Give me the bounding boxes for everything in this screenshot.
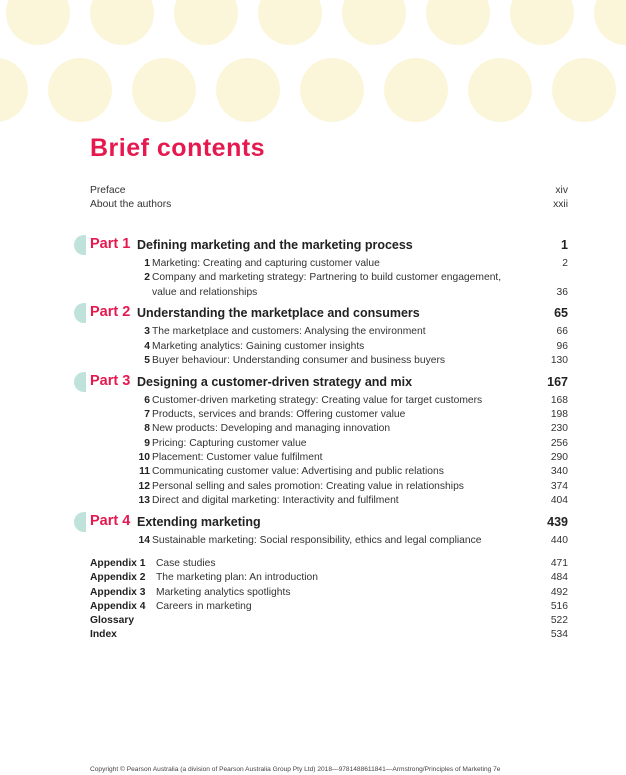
chapter-title: Personal selling and sales promotion: Creating value in relationships: [152, 481, 464, 492]
appendix-title: Marketing analytics spotlights: [156, 587, 291, 598]
chapter-title: Customer-driven marketing strategy: Creating value for target customers: [152, 395, 483, 406]
appendix-title: The marketing plan: An introduction: [156, 572, 318, 583]
chapter-number: 8: [144, 423, 150, 434]
chapter-title: Buyer behaviour: Understanding consumer and business buyers: [152, 355, 446, 366]
toc-entry-about-authors[interactable]: [90, 198, 568, 211]
part-page: 1: [561, 238, 568, 252]
appendix-page: 484: [550, 572, 568, 583]
part-page: 167: [547, 375, 568, 389]
chapter-page: 2: [562, 258, 568, 269]
part-label: Part 4: [90, 513, 131, 529]
chapter-number: 3: [144, 326, 150, 337]
appendix-label: Appendix 4: [90, 601, 146, 612]
chapter-page: 340: [550, 466, 568, 477]
chapter-title: Direct and digital marketing: Interactivity and fulfilment: [152, 495, 399, 506]
chapter-number: 12: [138, 481, 150, 492]
part-page: 439: [547, 515, 568, 529]
toc-entry-page: xxii: [553, 199, 568, 210]
part-title: Designing a customer-driven strategy and mix: [137, 375, 413, 389]
toc-entry-label: About the authors: [90, 199, 172, 210]
chapter-page: 66: [556, 326, 568, 337]
decorative-dot-pattern: [0, 0, 626, 130]
chapter-page: 256: [550, 438, 568, 449]
toc-entry-page: xiv: [555, 185, 568, 196]
chapter-number: 2: [144, 272, 150, 283]
index-page: 534: [550, 629, 568, 640]
appendix-page: 516: [550, 601, 568, 612]
chapter-number: 4: [144, 341, 150, 352]
chapter-page: 404: [550, 495, 568, 506]
chapter-page: 96: [556, 341, 568, 352]
appendix-label: Appendix 3: [90, 587, 146, 598]
part-tab-marker: [74, 303, 86, 323]
chapter-title: The marketplace and customers: Analysing the environment: [152, 326, 426, 337]
part-tab-marker: [74, 512, 86, 532]
chapter-number: 14: [138, 535, 150, 546]
chapter-title: Communicating customer value: Advertising and public relations: [152, 466, 444, 477]
chapter-title: Placement: Customer value fulfilment: [152, 452, 323, 463]
chapter-number: 10: [138, 452, 150, 463]
glossary-page: 522: [550, 615, 568, 626]
toc-entry-label: Preface: [90, 185, 126, 196]
copyright-notice: Copyright © Pearson Australia (a division of Pearson Australia Group Pty Ltd) 2018—9781488611841—Armstrong/Principles of Marketing 7e: [90, 766, 501, 773]
chapter-number: 13: [138, 495, 150, 506]
chapter-title: Pricing: Capturing customer value: [152, 438, 307, 449]
part-label: Part 1: [90, 236, 131, 252]
chapter-title: Marketing: Creating and capturing customer value: [152, 258, 380, 269]
part-title: Extending marketing: [137, 515, 261, 529]
appendix-label: Appendix 1: [90, 558, 146, 569]
chapter-number: 1: [144, 258, 150, 269]
chapter-page: 130: [550, 355, 568, 366]
appendix-title: Careers in marketing: [156, 601, 252, 612]
chapter-title: Sustainable marketing: Social responsibility, ethics and legal compliance: [152, 535, 482, 546]
chapter-title: Company and marketing strategy: Partnering to build customer engagement,: [152, 272, 502, 283]
appendix-page: 471: [550, 558, 568, 569]
chapter-page: 440: [550, 535, 568, 546]
chapter-page: 198: [550, 409, 568, 420]
part-title: Understanding the marketplace and consumers: [137, 306, 420, 320]
chapter-page: 374: [550, 481, 568, 492]
chapter-title: New products: Developing and managing innovation: [152, 423, 391, 434]
part-tab-marker: [74, 235, 86, 255]
part-tab-marker: [74, 372, 86, 392]
chapter-title: Marketing analytics: Gaining customer insights: [152, 341, 365, 352]
chapter-page: 168: [550, 395, 568, 406]
glossary-label: Glossary: [90, 615, 135, 626]
index-label: Index: [90, 629, 117, 640]
chapter-number: 11: [139, 466, 150, 477]
chapter-page: 290: [550, 452, 568, 463]
part-label: Part 3: [90, 373, 131, 389]
part-title: Defining marketing and the marketing process: [137, 238, 413, 252]
chapter-number: 7: [144, 409, 150, 420]
part-page: 65: [554, 306, 568, 320]
chapter-page: 36: [556, 287, 568, 298]
chapter-title: value and relationships: [152, 287, 258, 298]
chapter-number: 5: [144, 355, 150, 366]
toc-entry-preface[interactable]: [90, 184, 568, 197]
page-title: Brief contents: [90, 134, 266, 162]
appendix-label: Appendix 2: [90, 572, 146, 583]
chapter-number: 6: [144, 395, 150, 406]
part-label: Part 2: [90, 304, 131, 320]
chapter-page: 230: [550, 423, 568, 434]
chapter-title: Products, services and brands: Offering customer value: [152, 409, 406, 420]
appendix-page: 492: [550, 587, 568, 598]
appendix-title: Case studies: [156, 558, 216, 569]
chapter-number: 9: [144, 438, 150, 449]
